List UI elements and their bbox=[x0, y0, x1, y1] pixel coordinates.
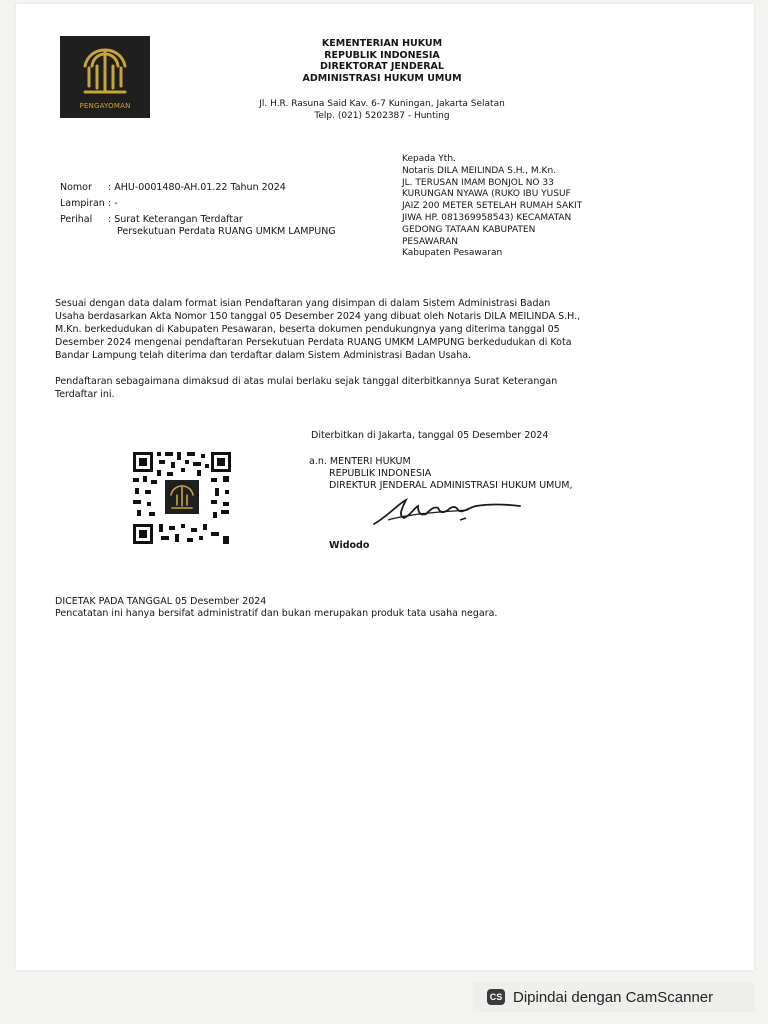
letterhead-title bbox=[282, 38, 482, 84]
paragraph-line: Pendaftaran sebagaimana dimaksud di atas mulai berlaku sejak tanggal diterbitkannya Surat Keterangan bbox=[55, 376, 558, 387]
title-line: DIREKTORAT JENDERAL bbox=[320, 61, 444, 72]
on-behalf-line: a.n. MENTERI HUKUM bbox=[309, 456, 411, 467]
printed-date: DICETAK PADA TANGGAL 05 Desember 2024 bbox=[55, 596, 267, 607]
camscanner-watermark bbox=[473, 982, 755, 1012]
letterhead-address bbox=[232, 98, 532, 122]
paragraph-line: Sesuai dengan data dalam format isian Pendaftaran yang disimpan di dalam Sistem Administrasi Badan bbox=[55, 298, 551, 309]
paragraph-line: Terdaftar ini. bbox=[55, 389, 115, 400]
recipient-line: PESAWARAN bbox=[402, 236, 458, 247]
position-line: DIREKTUR JENDERAL ADMINISTRASI HUKUM UMUM, bbox=[329, 480, 573, 491]
title-line: REPUBLIK INDONESIA bbox=[324, 49, 440, 61]
nomor-label: Nomor bbox=[60, 182, 92, 193]
paragraph-line: Desember 2024 mengenai pendaftaran Persekutuan Perdata RUANG UMKM LAMPUNG berkedudukan di Kota bbox=[55, 337, 572, 348]
recipient-line: Kabupaten Pesawaran bbox=[402, 248, 503, 259]
paragraph-line: Usaha berdasarkan Akta Nomor 150 tanggal 05 Desember 2024 yang dibuat oleh Notaris DILA MEILINDA S.H., bbox=[55, 311, 581, 322]
recipient-line: Kepada Yth. bbox=[402, 154, 456, 164]
phone-line: Telp. (021) 5202387 - Hunting bbox=[314, 111, 450, 121]
camscanner-label: Dipindai dengan CamScanner bbox=[513, 988, 714, 1006]
paragraph-line: M.Kn. berkedudukan di Kabupaten Pesawaran, beserta dokumen pendukungnya yang diterima tanggal 05 bbox=[55, 324, 560, 335]
recipient-line: JL. TERUSAN IMAM BONJOL NO 33 bbox=[402, 177, 554, 188]
letter-meta bbox=[60, 181, 360, 241]
body-paragraph-1 bbox=[55, 297, 615, 362]
qr-code bbox=[131, 450, 233, 546]
paragraph-line: Bandar Lampung telah diterima dan terdaftar dalam Sistem Administrasi Badan Usaha. bbox=[55, 350, 472, 361]
camscanner-icon: CS bbox=[487, 989, 505, 1005]
pengayoman-logo bbox=[60, 36, 150, 118]
recipient-line: JAIZ 200 METER SETELAH RUMAH SAKIT bbox=[402, 201, 583, 212]
title-line: ADMINISTRASI HUKUM UMUM bbox=[302, 72, 462, 84]
country-line: REPUBLIK INDONESIA bbox=[329, 468, 432, 479]
signatory-name: Widodo bbox=[329, 540, 370, 551]
address-line: Jl. H.R. Rasuna Said Kav. 6-7 Kuningan, Jakarta Selatan bbox=[259, 99, 505, 109]
recipient-block bbox=[402, 154, 632, 260]
lampiran-label: Lampiran bbox=[60, 198, 105, 209]
disclaimer-note: Pencatatan ini hanya bersifat administratif dan bukan merupakan produk tata usaha negara. bbox=[55, 608, 498, 619]
perihal-value: : Surat Keterangan Terdaftar bbox=[108, 214, 243, 225]
title-line: KEMENTERIAN HUKUM bbox=[321, 38, 443, 49]
nomor-value: : AHU-0001480-AH.01.22 Tahun 2024 bbox=[108, 182, 286, 193]
pengayoman-emblem-icon bbox=[77, 44, 133, 100]
recipient-line: KURUNGAN NYAWA (RUKO IBU YUSUF bbox=[402, 189, 571, 200]
issued-place-date: Diterbitkan di Jakarta, tanggal 05 Desember 2024 bbox=[311, 430, 549, 441]
recipient-line: Notaris DILA MEILINDA S.H., M.Kn. bbox=[402, 165, 557, 176]
lampiran-value: : - bbox=[108, 198, 118, 209]
perihal-value-cont: Persekutuan Perdata RUANG UMKM LAMPUNG bbox=[117, 226, 336, 237]
logo-caption: PENGAYOMAN bbox=[79, 102, 131, 110]
recipient-line: JIWA HP. 081369958543) KECAMATAN bbox=[402, 212, 572, 223]
handwritten-signature bbox=[368, 494, 528, 530]
recipient-line: GEDONG TATAAN KABUPATEN bbox=[402, 224, 536, 235]
body-paragraph-2 bbox=[55, 375, 615, 401]
perihal-label: Perihal bbox=[60, 214, 93, 225]
